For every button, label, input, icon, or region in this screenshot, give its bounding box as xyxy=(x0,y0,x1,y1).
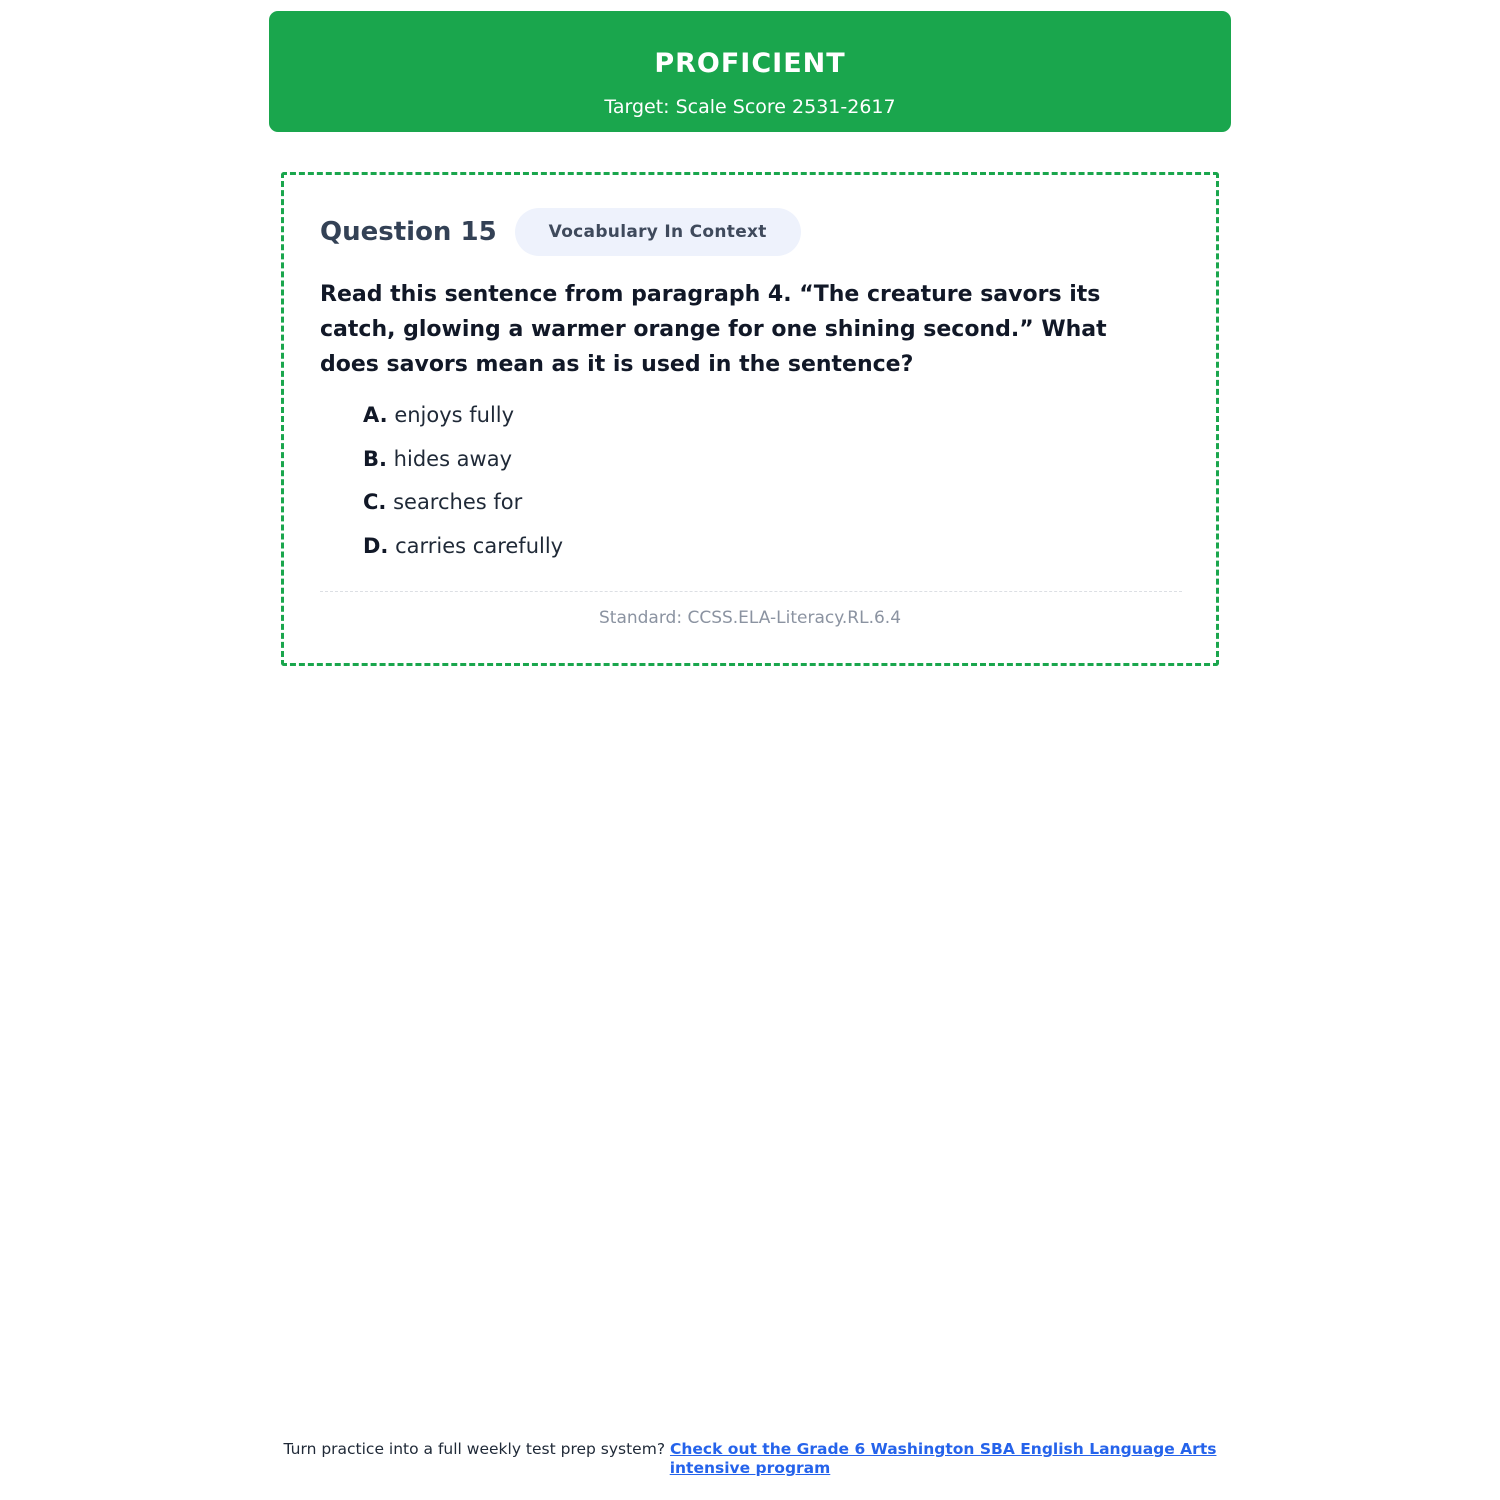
option-text: searches for xyxy=(393,490,523,514)
answer-option-d[interactable] xyxy=(363,531,563,575)
option-letter: D. xyxy=(363,533,389,558)
answer-option-b[interactable] xyxy=(363,444,563,488)
standard-label: Standard: CCSS.ELA-Literacy.RL.6.4 xyxy=(598,608,902,628)
option-letter: C. xyxy=(363,490,387,514)
option-text: carries carefully xyxy=(395,533,564,558)
option-text: hides away xyxy=(393,446,513,471)
performance-level-title: PROFICIENT xyxy=(654,48,846,79)
footer-promo xyxy=(280,1440,1220,1478)
question-card xyxy=(281,172,1219,666)
question-number: Question 15 xyxy=(320,217,497,247)
target-score-range: Target: Scale Score 2531-2617 xyxy=(604,96,896,118)
program-link[interactable]: Check out the Grade 6 Washington SBA English Language Arts intensive program xyxy=(669,1440,1217,1477)
question-prompt: Read this sentence from paragraph 4. “The creature savors its catch, glowing a warmer orange for one shining second.” What does savors mean as it is used in the sentence? xyxy=(320,282,1107,377)
performance-level-banner xyxy=(269,11,1231,132)
option-letter: A. xyxy=(363,403,388,427)
answer-option-c[interactable] xyxy=(363,487,563,531)
option-text: enjoys fully xyxy=(394,403,515,427)
question-header xyxy=(320,207,801,257)
card-divider xyxy=(320,591,1182,592)
option-letter: B. xyxy=(363,446,387,471)
question-category-tag: Vocabulary In Context xyxy=(515,208,801,256)
footer-prompt: Turn practice into a full weekly test prep system? xyxy=(283,1440,666,1458)
answer-options xyxy=(363,400,563,574)
answer-option-a[interactable] xyxy=(363,400,563,444)
